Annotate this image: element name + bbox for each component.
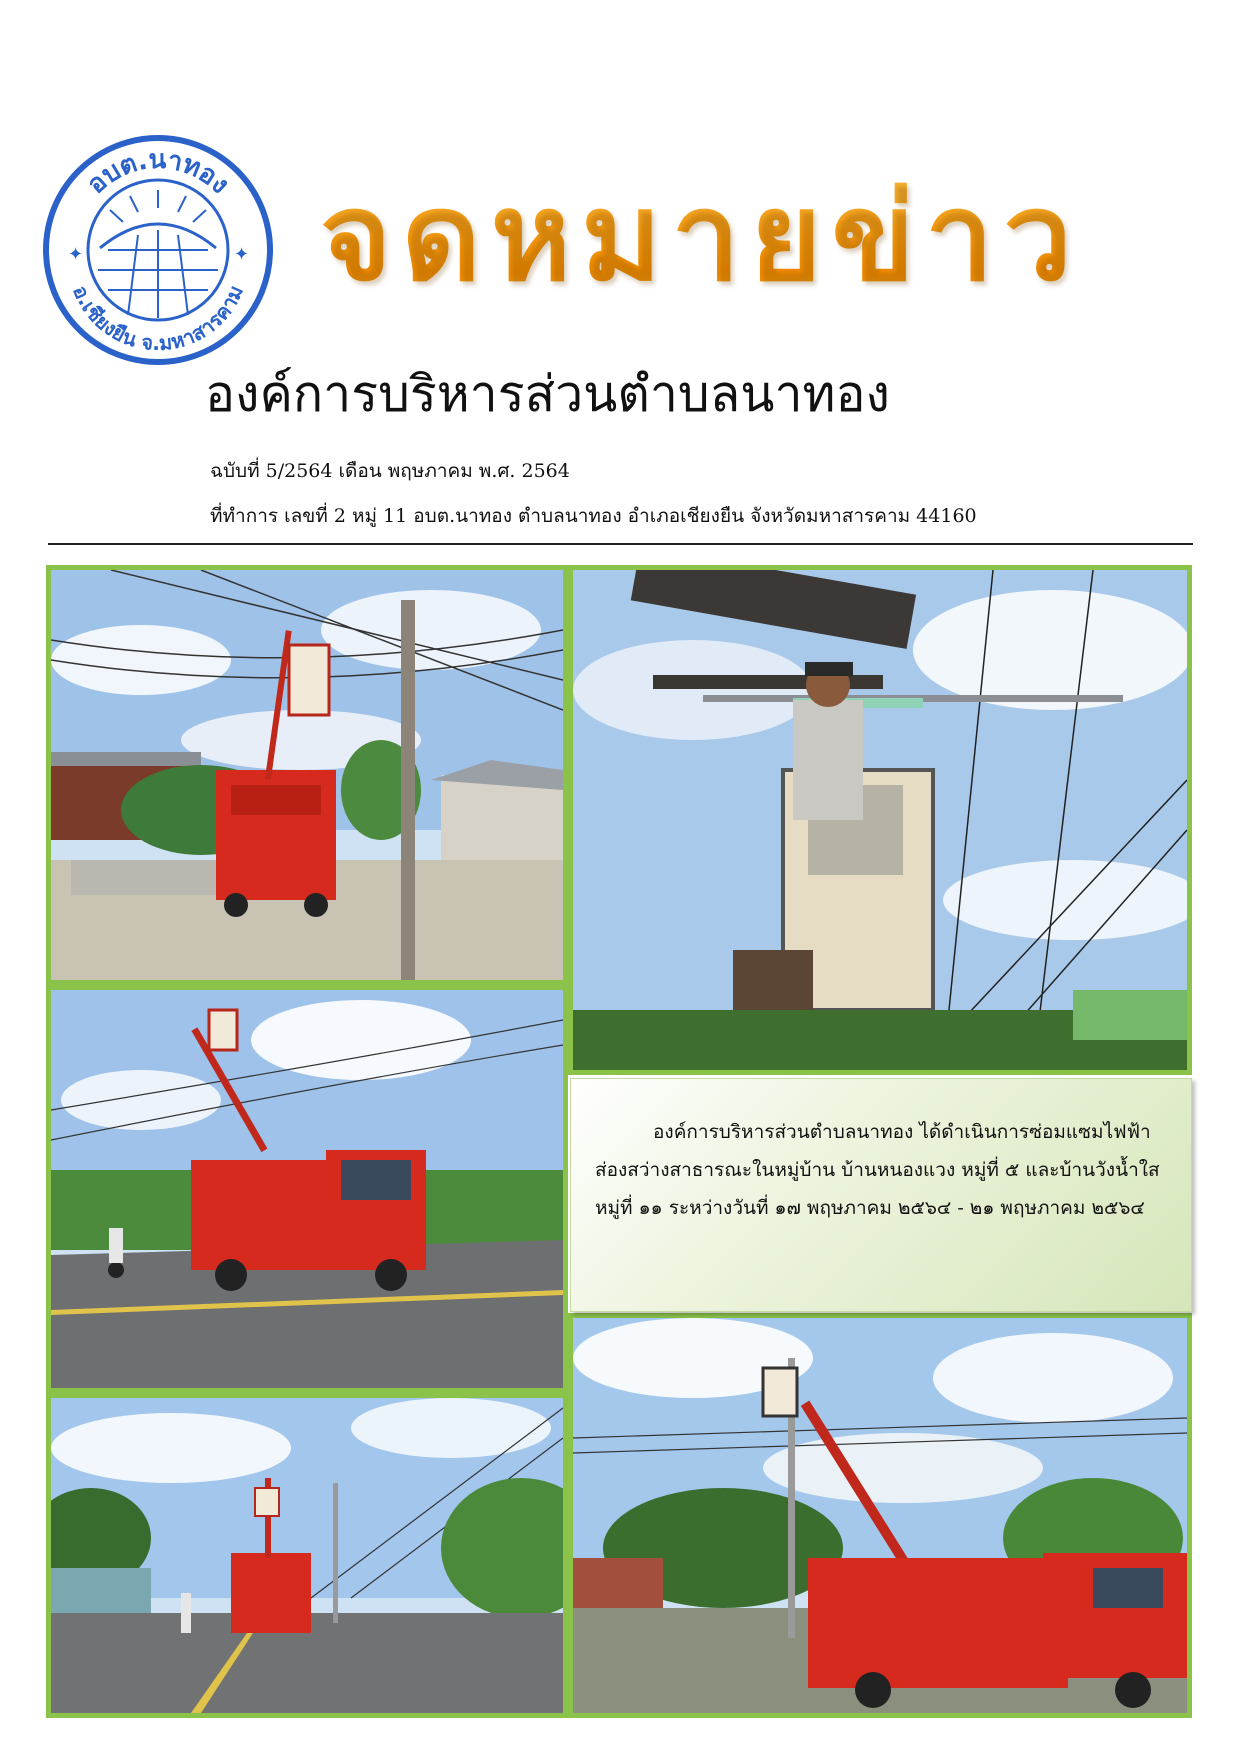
organization-name: องค์การบริหารส่วนตำบลนาทอง bbox=[205, 365, 890, 423]
header-divider bbox=[48, 543, 1193, 545]
seal-bottom-text: อ.เชียงยืน จ.มหาสารคาม bbox=[68, 281, 248, 356]
photo-truck-on-road bbox=[46, 985, 568, 1393]
address-line: ที่ทำการ เลขที่ 2 หมู่ 11 อบต.นาทอง ตำบลนาทอง อำเภอเชียงยืน จังหวัดมหาสารคาม 44160 bbox=[210, 505, 977, 527]
photo-crane-truck bbox=[568, 1313, 1192, 1718]
fire-truck bbox=[231, 1553, 311, 1633]
photo-truck-at-pole bbox=[46, 565, 568, 985]
svg-text:✦: ✦ bbox=[68, 244, 84, 265]
fire-truck bbox=[808, 1558, 1068, 1688]
photo-truck-lamp-road bbox=[46, 1393, 568, 1718]
news-caption bbox=[570, 1078, 1192, 1312]
caption-text: องค์การบริหารส่วนตำบลนาทอง ได้ดำเนินการซ่อมแซมไฟฟ้าส่องสว่างสาธารณะในหมู่บ้าน บ้านหนองแวง หมู่ที่ ๕ และบ้านวังน้ำใส หมู่ที่ ๑๑ ระหว่างวันที่ ๑๗ พฤษภาคม ๒๕๖๔ - ๒๑ พฤษภาคม ๒๕๖๔ bbox=[595, 1121, 1160, 1219]
photo-worker-in-bucket bbox=[568, 565, 1192, 1075]
organization-seal-icon bbox=[38, 130, 278, 370]
svg-text:✦: ✦ bbox=[234, 244, 250, 265]
issue-line: ฉบับที่ 5/2564 เดือน พฤษภาคม พ.ศ. 2564 bbox=[210, 460, 570, 482]
seal-top-text: อบต.นาทอง bbox=[81, 144, 235, 200]
organization-seal bbox=[38, 130, 278, 370]
masthead-title: จดหมายข่าว bbox=[320, 150, 1200, 325]
